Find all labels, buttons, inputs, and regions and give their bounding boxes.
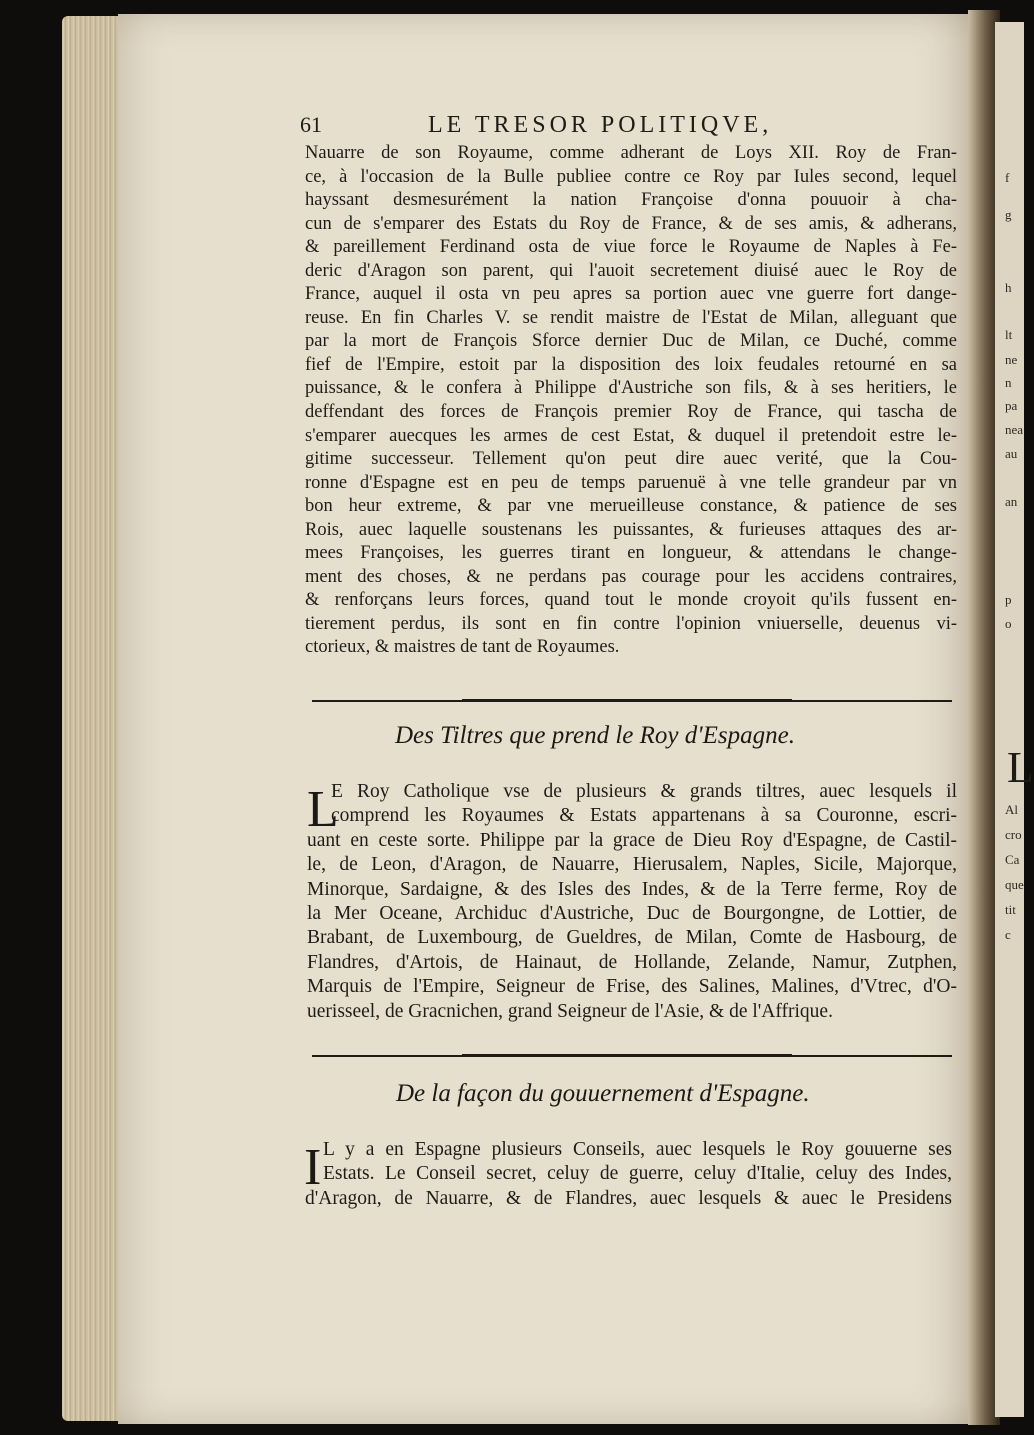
- facing-fragment: c: [1005, 927, 1011, 942]
- facing-fragment: cro: [1005, 827, 1022, 842]
- text-line: Nauarre de son Royaume, comme adherant de Loys XII. Roy de Fran-: [305, 143, 957, 163]
- paragraph-titles: [307, 780, 957, 1024]
- text-line: Flandres, d'Artois, de Hainaut, de Hollande, Zelande, Namur, Zutphen,: [307, 951, 957, 973]
- facing-fragment: g: [1005, 207, 1012, 222]
- facing-fragment: an: [1005, 494, 1018, 509]
- text-line: & pareillement Ferdinand osta de viue force le Royaume de Naples à Fe-: [305, 237, 957, 258]
- page-edges: [62, 16, 120, 1421]
- section-rule: [312, 1055, 952, 1057]
- text-line: reuse. En fin Charles V. se rendit maistre de l'Estat de Milan, alleguant que: [305, 307, 957, 328]
- paragraph-government: [305, 1138, 952, 1211]
- text-line: Minorque, Sardaigne, & des Isles des Indes, & de la Terre ferme, Roy de: [307, 878, 957, 900]
- text-line: la Mer Oceane, Archiduc d'Austriche, Duc de Bourgongne, de Lottier, de: [307, 902, 957, 924]
- facing-fragment: pa: [1005, 398, 1018, 413]
- text-line: cun de s'emparer des Estats du Roy de France, & de ses amis, & adherans,: [305, 213, 957, 234]
- text-line: L y a en Espagne plusieurs Conseils, auec lesquels le Roy gouuerne ses: [323, 1139, 952, 1160]
- facing-fragment: au: [1005, 446, 1018, 461]
- running-header: [300, 112, 860, 142]
- text-line: ronne d'Espagne est en peu de temps paruenuë à vne telle grandeur par vn: [305, 472, 957, 493]
- text-line: France, auquel il osta vn peu apres sa portion auec vne guerre fort dange-: [305, 284, 957, 305]
- text-line: comprend les Royaumes & Estats appartenans à sa Couronne, escri-: [331, 805, 957, 827]
- text-line: d'Aragon, de Nauarre, & de Flandres, auec lesquels & auec le Presidens: [305, 1187, 952, 1209]
- facing-fragment: n: [1005, 375, 1012, 390]
- text-line: bon heur extreme, & par vne merueilleuse constance, & patience de ses: [305, 496, 957, 517]
- text-line: mees Françoises, les guerres tirant en longueur, & attendans le change-: [305, 543, 957, 564]
- running-title: LE TRESOR POLITIQVE,: [428, 112, 773, 138]
- text-line: Estats. Le Conseil secret, celuy de guerre, celuy d'Italie, celuy des Indes,: [323, 1163, 952, 1185]
- facing-fragment: lt: [1005, 327, 1013, 342]
- text-line-last: ctorieux, & maistres de tant de Royaumes.: [305, 637, 620, 658]
- facing-fragment: Al: [1005, 802, 1018, 817]
- facing-fragment: f: [1005, 170, 1010, 185]
- facing-page-edge: [995, 22, 1034, 1417]
- section-heading-government: De la façon du gouuernement d'Espagne.: [396, 1080, 810, 1107]
- drop-cap-l: L: [307, 781, 339, 838]
- text-line: deffendant des forces de François premier Roy de France, qui tascha de: [305, 402, 957, 423]
- facing-fragment: tit: [1005, 902, 1016, 917]
- facing-fragment: o: [1005, 616, 1012, 631]
- text-line: Brabant, de Luxembourg, de Gueldres, de Milan, Comte de Hasbourg, de: [307, 927, 957, 949]
- facing-drop-cap: L: [1007, 743, 1034, 792]
- facing-fragment: Ca: [1005, 852, 1020, 867]
- text-line: fief de l'Empire, estoit par la disposition des loix feudales retourné en sa: [305, 354, 957, 375]
- text-line: Marquis de l'Empire, Seigneur de Frise, des Salines, Malines, d'Vtrec, d'O-: [307, 976, 957, 998]
- facing-fragment: p: [1005, 592, 1012, 607]
- text-line: tierement perdus, ils sont en fin contre l'opinion vniuerselle, deuenus vi-: [305, 613, 957, 634]
- text-line-last: uerisseel, de Gracnichen, grand Seigneur de l'Asie, & de l'Affrique.: [307, 1000, 833, 1022]
- text-line: puissance, & le confera à Philippe d'Austriche son fils, & à ses heritiers, le: [305, 378, 957, 399]
- facing-fragment: nea: [1005, 422, 1024, 437]
- text-line: Rois, auec laquelle soustenans les puissantes, & furieuses attaques des ar-: [305, 519, 957, 540]
- text-line: gitime successeur. Tellement qu'on peut dire auec verité, que la Cou-: [305, 449, 957, 470]
- text-line: deric d'Aragon son parent, qui l'auoit secretement diuisé auec le Roy de: [305, 260, 957, 281]
- text-line: le, de Leon, d'Aragon, de Nauarre, Hierusalem, Naples, Sicile, Majorque,: [307, 854, 957, 876]
- facing-fragment: ne: [1005, 352, 1018, 367]
- section-rule: [312, 700, 952, 702]
- facing-fragment: h: [1005, 280, 1012, 295]
- text-line: ce, à l'occasion de la Bulle publiee contre ce Roy par Iules second, lequel: [305, 166, 957, 187]
- drop-cap-i: I: [304, 1139, 322, 1196]
- text-line: par la mort de François Sforce dernier Duc de Milan, ce Duché, comme: [305, 331, 957, 352]
- text-line: hayssant desmesurément la nation Françoise d'onna pouuoir à cha-: [305, 190, 957, 211]
- page-number: 61: [300, 112, 322, 137]
- facing-fragment: que: [1005, 877, 1024, 892]
- paragraph-succession: [305, 142, 957, 660]
- text-line: ment des choses, & ne perdans pas courage pour les accidens contraires,: [305, 566, 957, 587]
- section-heading-titles: Des Tiltres que prend le Roy d'Espagne.: [395, 722, 795, 749]
- text-line: uant en ceste sorte. Philippe par la grace de Dieu Roy d'Espagne, de Castil-: [307, 829, 957, 851]
- text-line: E Roy Catholique vse de plusieurs & grands tiltres, auec lesquels il: [331, 781, 957, 802]
- text-line: & renforçans leurs forces, quand tout le monde croyoit qu'ils fussent en-: [305, 590, 957, 611]
- text-line: s'emparer auecques les armes de cest Estat, & duquel il pretendoit estre le-: [305, 425, 957, 446]
